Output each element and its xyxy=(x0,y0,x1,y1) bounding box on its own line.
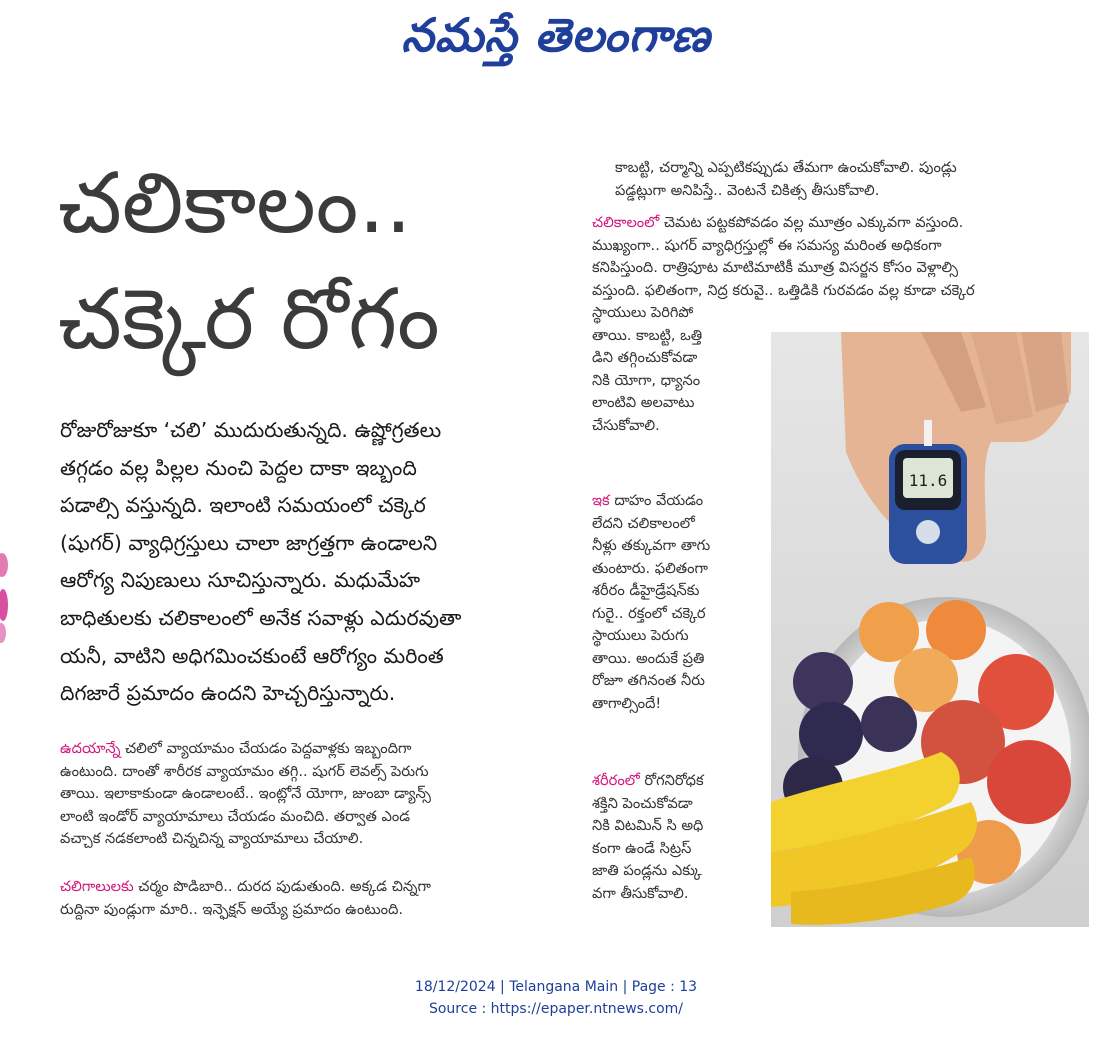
lead-paragraph xyxy=(60,412,560,713)
paragraph-line: చలిలో వ్యాయామం చేయడం పెద్దవాళ్లకు ఇబ్బందిగా xyxy=(120,740,412,757)
lead-line: తగ్గడం వల్ల పిల్లల నుంచి పెద్దల దాకా ఇబ్బంది xyxy=(60,455,417,480)
paragraph-line: నికి యోగా, ధ్యానం xyxy=(592,371,701,389)
paragraph-line: తాయి. ఇలాకాకుండా ఉండాలంటే.. ఇంట్లోనే యోగా, జుంబా డ్యాన్స్ xyxy=(60,785,431,802)
lead-line: ఆరోగ్య నిపుణులు సూచిస్తున్నారు. మధుమేహ xyxy=(60,568,421,593)
paragraph-winter-urination-narrow xyxy=(592,302,752,437)
paragraph-line: ముఖ్యంగా.. షుగర్ వ్యాధిగ్రస్తుల్లో ఈ సమస్య మరింత అధికంగా xyxy=(592,236,942,254)
paragraph-line: రుద్దినా పుండ్లుగా మారి.. ఇన్ఫెక్షన్ అయ్యే ప్రమాదం ఉంటుంది. xyxy=(60,900,404,918)
paragraph-line: లాంటివి అలవాటు xyxy=(592,394,695,411)
lead-line: బాధితులకు చలికాలంలో అనేక సవాళ్లు ఎదురవుతా xyxy=(60,605,462,630)
paragraph-line: లాంటి ఇండోర్ వ్యాయామాలు చేయడం మంచిది. తర్వాత ఎండ xyxy=(60,807,411,825)
paragraph-line: కనిపిస్తుంది. రాత్రిపూట మాటిమాటికీ మూత్ర విసర్జన కోసం వెళ్లాల్సి xyxy=(592,259,959,276)
paragraph-keyword: చలికాలంలో xyxy=(592,214,660,231)
paragraph-line: పడ్డట్లుగా అనిపిస్తే.. వెంటనే చికిత్స తీసుకోవాలి. xyxy=(615,181,880,199)
paragraph-line: తాయి. అందుకే ప్రతి xyxy=(592,649,705,667)
paragraph-line: రోజూ తగినంత నీరు xyxy=(592,672,705,689)
paragraph-line: కంగా ఉండే సిట్రస్ xyxy=(592,839,692,857)
paragraph-line: చర్మం పొడిబారి.. దురద పుడుతుంది. అక్కడ చిన్నగా xyxy=(133,878,431,895)
article-photo xyxy=(771,332,1089,927)
article-headline xyxy=(58,145,568,377)
paragraph-continued xyxy=(615,157,1095,202)
paragraph-line: చేసుకోవాలి. xyxy=(592,416,660,434)
lead-line: దిగజారే ప్రమాదం ఉందని హెచ్చరిస్తున్నారు. xyxy=(60,681,396,706)
paragraph-line: శరీరం డీహైడ్రేషన్‌కు xyxy=(592,582,700,599)
lead-line: యనీ, వాటిని అధిగమించకుంటే ఆరోగ్యం మరింత xyxy=(60,643,444,668)
paragraph-line: డిని తగ్గించుకోవడా xyxy=(592,349,698,366)
paragraph-keyword: శరీరంలో xyxy=(592,772,640,789)
paragraph-line: తాగాల్సిందే! xyxy=(592,694,662,712)
paragraph-line: నీళ్లు తక్కువగా తాగు xyxy=(592,537,711,554)
paragraph-line: వచ్చాక నడకలాంటి చిన్నచిన్న వ్యాయామాలు చేయాలి. xyxy=(60,830,364,847)
paragraph-morning-exercise xyxy=(60,738,570,851)
paragraph-line: వస్తుంది. ఫలితంగా, నిద్ర కరువై.. ఒత్తిడికి గురవడం వల్ల కూడా చక్కెర xyxy=(592,281,975,299)
paragraph-line: చెమట పట్టకపోవడం వల్ల మూత్రం ఎక్కువగా వస్తుంది. xyxy=(659,214,964,231)
paragraph-keyword: ఉదయాన్నే xyxy=(60,740,121,757)
paragraph-line: రోగనిరోధక xyxy=(639,772,704,789)
paragraph-winter-urination xyxy=(592,212,1092,302)
paragraph-immunity xyxy=(592,770,752,905)
lead-line: పడాల్సి వస్తున్నది. ఇలాంటి సమయంలో చక్కెర xyxy=(60,493,426,518)
footer-date-page: 18/12/2024 | Telangana Main | Page : 13 xyxy=(414,979,698,995)
paragraph-line: వగా తీసుకోవాలి. xyxy=(592,884,689,902)
glucose-meter-fruit-illustration xyxy=(771,332,1089,927)
paragraph-line: నికి విటమిన్ సి అధి xyxy=(592,817,704,834)
paragraph-line: స్థాయులు పెరిగిపో xyxy=(592,304,694,321)
headline-line-2: చక్కెర రోగం xyxy=(58,270,440,368)
paragraph-line: స్థాయులు పెరుగు xyxy=(592,627,689,644)
footer-source: Source : https://epaper.ntnews.com/ xyxy=(428,1001,684,1017)
paragraph-line: ఉంటుంది. దాంతో శారీరక వ్యాయామం తగ్గి.. షుగర్ లెవల్స్ పెరుగు xyxy=(60,762,429,780)
paragraph-line: లేదని చలికాలంలో xyxy=(592,514,695,532)
paragraph-line: గురై.. రక్తంలో చక్కెర xyxy=(592,604,706,622)
paragraph-line: శక్తిని పెంచుకోవడా xyxy=(592,794,693,812)
paragraph-thirst xyxy=(592,490,752,715)
paragraph-line: దాహం వేయడం xyxy=(609,492,704,509)
paragraph-keyword: ఇక xyxy=(592,492,610,509)
paragraph-line: కాబట్టి, చర్మాన్ని ఎప్పటికప్పుడు తేమగా ఉంచుకోవాలి. పుండ్లు xyxy=(615,159,957,176)
paragraph-line: జాతి పండ్లను ఎక్కు xyxy=(592,862,702,879)
paragraph-cold-winds xyxy=(60,876,570,921)
lead-line: (షుగర్) వ్యాధిగ్రస్తులు చాలా జాగ్రత్తగా ఉండాలని xyxy=(60,530,438,555)
meter-reading: 11.6 xyxy=(908,471,948,490)
headline-line-1: చలికాలం.. xyxy=(58,154,412,252)
lead-line: రోజురోజుకూ ‘చలి’ ముదురుతున్నది. ఉష్ణోగ్రతలు xyxy=(60,418,442,442)
paragraph-line: తుంటారు. ఫలితంగా xyxy=(592,559,709,577)
masthead-logo: నమస్తే తెలంగాణ xyxy=(401,8,711,62)
paragraph-keyword: చలిగాలులకు xyxy=(60,878,134,895)
flower-decoration-icon xyxy=(0,545,12,645)
paragraph-line: తాయి. కాబట్టి, ఒత్తి xyxy=(592,326,703,344)
